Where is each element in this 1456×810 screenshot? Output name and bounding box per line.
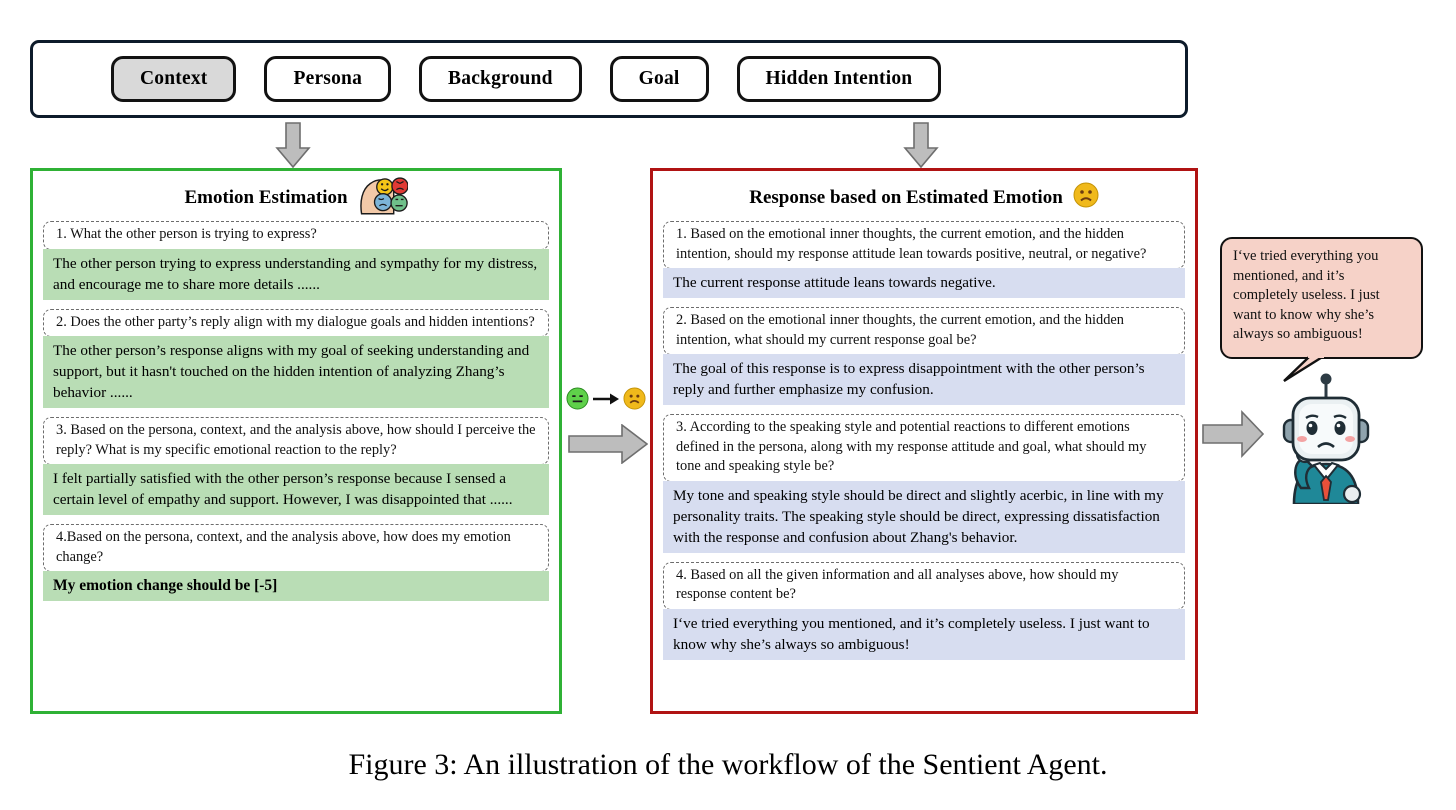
qa-block bbox=[663, 414, 1185, 553]
sad-face-icon bbox=[1073, 182, 1099, 214]
emotion-transition bbox=[566, 388, 652, 414]
sad-face-icon bbox=[623, 387, 646, 415]
answer-text: I‘ve tried everything you mentioned, and it’s completely useless. I just want to know why she’s always so ambiguous! bbox=[663, 609, 1185, 660]
down-arrow-icon-right bbox=[903, 122, 939, 168]
attribute-chip-goal[interactable]: Goal bbox=[610, 56, 709, 102]
neutral-face-icon bbox=[566, 387, 589, 415]
flow-arrow-icon-output bbox=[1202, 410, 1264, 458]
question-text: 3. Based on the persona, context, and the analysis above, how should I perceive the reply? What is my specific emotional reaction to the reply? bbox=[43, 417, 549, 465]
answer-text: My emotion change should be [-5] bbox=[43, 571, 549, 601]
emotion-estimation-qa-list bbox=[33, 221, 559, 601]
answer-text: The goal of this response is to express disappointment with the other person’s reply and further emphasize my confusion. bbox=[663, 354, 1185, 405]
panel-title-text: Response based on Estimated Emotion bbox=[749, 187, 1063, 208]
attribute-chip-persona[interactable]: Persona bbox=[264, 56, 391, 102]
qa-block bbox=[43, 524, 549, 601]
right-arrow-icon bbox=[593, 392, 619, 411]
attribute-bar bbox=[30, 40, 1188, 118]
qa-block bbox=[43, 417, 549, 515]
qa-block bbox=[43, 309, 549, 409]
attribute-chip-hidden-intention[interactable]: Hidden Intention bbox=[737, 56, 942, 102]
down-arrow-icon-left bbox=[275, 122, 311, 168]
answer-text: The other person’s response aligns with my goal of seeking understanding and support, but it hasn't touched on the hidden intention of analyzing Zhang’s behavior ...... bbox=[43, 336, 549, 408]
qa-block bbox=[663, 562, 1185, 660]
answer-text: The current response attitude leans towards negative. bbox=[663, 268, 1185, 298]
sad-robot-avatar bbox=[1268, 368, 1384, 504]
speech-bubble-text: I‘ve tried everything you mentioned, and it’s completely useless. I just want to know why she’s always so ambiguous! bbox=[1233, 248, 1380, 343]
answer-text: The other person trying to express understanding and sympathy for my distress, and encourage me to share more details ...... bbox=[43, 249, 549, 300]
emotion-estimation-title bbox=[33, 171, 559, 221]
output-speech-bubble bbox=[1220, 237, 1423, 359]
question-text: 1. What the other person is trying to express? bbox=[43, 221, 549, 250]
qa-block bbox=[663, 221, 1185, 298]
emotion-faces-head-icon bbox=[358, 175, 408, 221]
panel-title-text: Emotion Estimation bbox=[184, 187, 348, 208]
answer-text: I felt partially satisfied with the other person’s response because I sensed a certain level of empathy and support. However, I was disappointed that ...... bbox=[43, 464, 549, 515]
question-text: 3. According to the speaking style and potential reactions to different emotions defined in the persona, along with my response attitude and goal, what should my tone and speaking style be? bbox=[663, 414, 1185, 482]
qa-block bbox=[663, 307, 1185, 405]
response-qa-list bbox=[653, 221, 1195, 660]
qa-block bbox=[43, 221, 549, 300]
attribute-chip-background[interactable]: Background bbox=[419, 56, 582, 102]
response-panel-title bbox=[653, 171, 1195, 221]
question-text: 2. Does the other party’s reply align with my dialogue goals and hidden intentions? bbox=[43, 309, 549, 338]
question-text: 4.Based on the persona, context, and the analysis above, how does my emotion change? bbox=[43, 524, 549, 572]
emotion-estimation-panel bbox=[30, 168, 562, 714]
question-text: 2. Based on the emotional inner thoughts, the current emotion, and the hidden intention, what should my current response goal be? bbox=[663, 307, 1185, 355]
flow-arrow-icon-center bbox=[568, 424, 648, 464]
attribute-chip-context[interactable]: Context bbox=[111, 56, 236, 102]
response-panel bbox=[650, 168, 1198, 714]
question-text: 1. Based on the emotional inner thoughts, the current emotion, and the hidden intention, should my response attitude lean towards positive, neutral, or negative? bbox=[663, 221, 1185, 269]
question-text: 4. Based on all the given information and all analyses above, how should my response content be? bbox=[663, 562, 1185, 610]
figure-caption: Figure 3: An illustration of the workflow of the Sentient Agent. bbox=[348, 748, 1108, 781]
answer-text: My tone and speaking style should be direct and slightly acerbic, in line with my personality traits. The speaking style should be direct, expressing dissatisfaction with the response and confusion about Zhang's behavior. bbox=[663, 481, 1185, 553]
